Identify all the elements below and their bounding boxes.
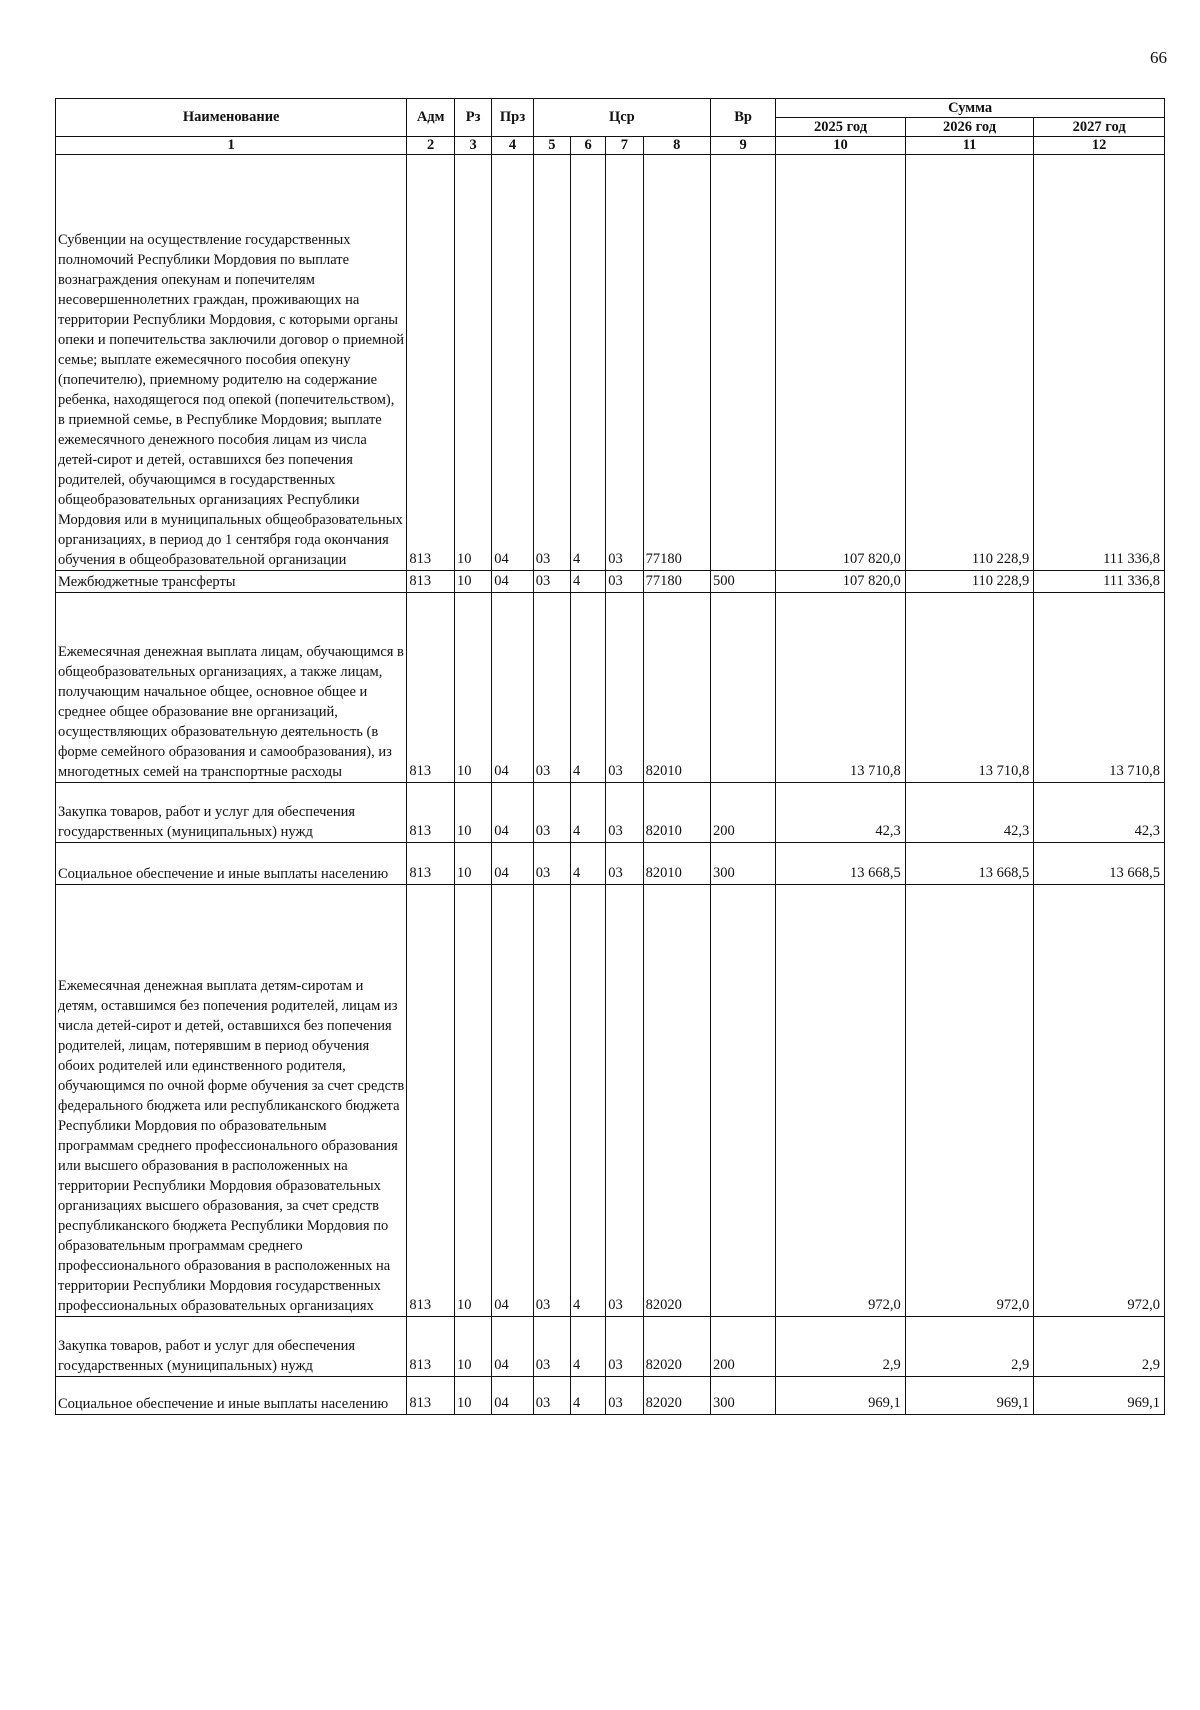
header-year-2027: 2027 год <box>1034 118 1165 137</box>
row-csr-5: 03 <box>533 1377 570 1415</box>
row-csr-8: 82010 <box>643 783 710 843</box>
row-amount-2027: 2,9 <box>1034 1317 1165 1377</box>
row-amount-2026: 972,0 <box>905 885 1034 1317</box>
row-csr-6: 4 <box>571 593 606 783</box>
row-adm: 813 <box>407 783 455 843</box>
row-amount-2027: 111 336,8 <box>1034 155 1165 571</box>
row-csr-7: 03 <box>606 885 643 1317</box>
row-amount-2026: 110 228,9 <box>905 155 1034 571</box>
col-number: 9 <box>710 137 775 155</box>
row-csr-7: 03 <box>606 571 643 593</box>
table-row <box>56 885 1165 1317</box>
row-vr: 500 <box>710 571 775 593</box>
row-csr-8: 77180 <box>643 571 710 593</box>
row-csr-7: 03 <box>606 1317 643 1377</box>
table-row <box>56 593 1165 783</box>
row-amount-2025: 2,9 <box>776 1317 906 1377</box>
row-csr-5: 03 <box>533 155 570 571</box>
header-year-2026: 2026 год <box>905 118 1034 137</box>
row-csr-6: 4 <box>571 1377 606 1415</box>
row-adm: 813 <box>407 155 455 571</box>
row-adm: 813 <box>407 1377 455 1415</box>
row-amount-2025: 13 668,5 <box>776 843 906 885</box>
row-csr-7: 03 <box>606 1377 643 1415</box>
row-rz: 10 <box>455 1377 492 1415</box>
row-name: Закупка товаров, работ и услуг для обеспечения государственных (муниципальных) нужд <box>56 783 407 843</box>
header-adm: Адм <box>407 99 455 137</box>
row-vr: 300 <box>710 843 775 885</box>
row-csr-8: 82020 <box>643 885 710 1317</box>
row-csr-7: 03 <box>606 843 643 885</box>
budget-table <box>55 98 1165 1415</box>
row-name: Социальное обеспечение и иные выплаты населению <box>56 843 407 885</box>
row-amount-2027: 13 710,8 <box>1034 593 1165 783</box>
col-number: 2 <box>407 137 455 155</box>
row-amount-2026: 2,9 <box>905 1317 1034 1377</box>
row-rz: 10 <box>455 1317 492 1377</box>
col-number: 7 <box>606 137 643 155</box>
row-amount-2025: 969,1 <box>776 1377 906 1415</box>
row-prz: 04 <box>492 571 533 593</box>
row-amount-2027: 111 336,8 <box>1034 571 1165 593</box>
row-amount-2027: 969,1 <box>1034 1377 1165 1415</box>
table-row <box>56 783 1165 843</box>
row-csr-5: 03 <box>533 843 570 885</box>
row-name: Субвенции на осуществление государственных полномочий Республики Мордовия по выплате вознаграждения опекунам и попечителям несовершеннолетних граждан, проживающих на территории Республики Мордовия, с которыми органы опеки и попечительства заключили договор о приемной семье; выплате ежемесячного пособия опекуну (попечителю), приемному родителю на содержание ребенка, находящегося под опекой (попечительством), в приемной семье, в Республике Мордовия; выплате ежемесячного денежного пособия лицам из числа детей-сирот и детей, оставшихся без попечения родителей, обучающимся в государственных общеобразовательных организациях Республики Мордовия или в муниципальных общеобразовательных организациях, в период до 1 сентября года окончания обучения в общеобразовательной организации <box>56 155 407 571</box>
table-row <box>56 843 1165 885</box>
header-name: Наименование <box>56 99 407 137</box>
row-csr-7: 03 <box>606 155 643 571</box>
row-csr-6: 4 <box>571 783 606 843</box>
row-csr-5: 03 <box>533 571 570 593</box>
row-amount-2027: 13 668,5 <box>1034 843 1165 885</box>
col-number: 4 <box>492 137 533 155</box>
col-number: 8 <box>643 137 710 155</box>
row-amount-2027: 42,3 <box>1034 783 1165 843</box>
row-csr-7: 03 <box>606 783 643 843</box>
row-name: Ежемесячная денежная выплата лицам, обучающимся в общеобразовательных организациях, а также лицам, получающим начальное общее, основное общее и среднее общее образование вне организаций, осуществляющих образовательную деятельность (в форме семейного образования и самообразования), из многодетных семей на транспортные расходы <box>56 593 407 783</box>
row-csr-5: 03 <box>533 593 570 783</box>
row-rz: 10 <box>455 843 492 885</box>
row-adm: 813 <box>407 843 455 885</box>
row-rz: 10 <box>455 885 492 1317</box>
row-csr-6: 4 <box>571 843 606 885</box>
header-row-1 <box>56 99 1165 118</box>
header-vr: Вр <box>710 99 775 137</box>
table-row <box>56 155 1165 571</box>
row-csr-6: 4 <box>571 571 606 593</box>
row-prz: 04 <box>492 593 533 783</box>
row-name: Социальное обеспечение и иные выплаты населению <box>56 1377 407 1415</box>
row-name: Ежемесячная денежная выплата детям-сиротам и детям, оставшимся без попечения родителей, лицам из числа детей-сирот и детей, оставшихся без попечения родителей, лицам, потерявшим в период обучения обоих родителей или единственного родителя, обучающимся по очной форме обучения за счет средств федерального бюджета или республиканского бюджета Республики Мордовия по образовательным программам среднего профессионального образования или высшего образования в расположенных на территории Республики Мордовия образовательных организациях высшего образования, за счет средств республиканского бюджета Республики Мордовия по образовательным программам среднего профессионального образования в расположенных на территории Республики Мордовия государственных профессиональных образовательных организациях <box>56 885 407 1317</box>
column-number-row <box>56 137 1165 155</box>
col-number: 10 <box>776 137 906 155</box>
row-prz: 04 <box>492 843 533 885</box>
row-amount-2026: 42,3 <box>905 783 1034 843</box>
col-number: 12 <box>1034 137 1165 155</box>
row-csr-6: 4 <box>571 155 606 571</box>
row-csr-5: 03 <box>533 885 570 1317</box>
row-csr-6: 4 <box>571 885 606 1317</box>
row-amount-2026: 969,1 <box>905 1377 1034 1415</box>
row-amount-2025: 13 710,8 <box>776 593 906 783</box>
row-csr-8: 77180 <box>643 155 710 571</box>
row-amount-2027: 972,0 <box>1034 885 1165 1317</box>
row-csr-8: 82010 <box>643 843 710 885</box>
header-csr: Цср <box>533 99 710 137</box>
budget-table-wrapper <box>55 98 1165 1415</box>
row-vr: 200 <box>710 1317 775 1377</box>
row-amount-2025: 972,0 <box>776 885 906 1317</box>
row-csr-5: 03 <box>533 1317 570 1377</box>
table-row <box>56 1317 1165 1377</box>
col-number: 5 <box>533 137 570 155</box>
row-adm: 813 <box>407 593 455 783</box>
row-csr-5: 03 <box>533 783 570 843</box>
row-vr <box>710 885 775 1317</box>
col-number: 6 <box>571 137 606 155</box>
row-amount-2026: 13 710,8 <box>905 593 1034 783</box>
row-rz: 10 <box>455 571 492 593</box>
row-csr-6: 4 <box>571 1317 606 1377</box>
row-vr: 300 <box>710 1377 775 1415</box>
row-csr-8: 82020 <box>643 1317 710 1377</box>
col-number: 1 <box>56 137 407 155</box>
row-name: Межбюджетные трансферты <box>56 571 407 593</box>
row-adm: 813 <box>407 571 455 593</box>
col-number: 11 <box>905 137 1034 155</box>
col-number: 3 <box>455 137 492 155</box>
header-sum: Сумма <box>776 99 1165 118</box>
row-csr-7: 03 <box>606 593 643 783</box>
row-vr <box>710 155 775 571</box>
page-number: 66 <box>1150 48 1167 67</box>
row-vr <box>710 593 775 783</box>
row-prz: 04 <box>492 155 533 571</box>
row-adm: 813 <box>407 885 455 1317</box>
row-csr-8: 82010 <box>643 593 710 783</box>
row-prz: 04 <box>492 885 533 1317</box>
row-amount-2026: 110 228,9 <box>905 571 1034 593</box>
row-rz: 10 <box>455 783 492 843</box>
row-prz: 04 <box>492 1317 533 1377</box>
row-amount-2026: 13 668,5 <box>905 843 1034 885</box>
table-row <box>56 571 1165 593</box>
row-rz: 10 <box>455 155 492 571</box>
row-amount-2025: 107 820,0 <box>776 155 906 571</box>
row-amount-2025: 107 820,0 <box>776 571 906 593</box>
row-prz: 04 <box>492 783 533 843</box>
row-amount-2025: 42,3 <box>776 783 906 843</box>
row-csr-8: 82020 <box>643 1377 710 1415</box>
row-adm: 813 <box>407 1317 455 1377</box>
row-name: Закупка товаров, работ и услуг для обеспечения государственных (муниципальных) нужд <box>56 1317 407 1377</box>
header-prz: Прз <box>492 99 533 137</box>
row-rz: 10 <box>455 593 492 783</box>
table-row <box>56 1377 1165 1415</box>
header-year-2025: 2025 год <box>776 118 906 137</box>
row-prz: 04 <box>492 1377 533 1415</box>
header-rz: Рз <box>455 99 492 137</box>
row-vr: 200 <box>710 783 775 843</box>
